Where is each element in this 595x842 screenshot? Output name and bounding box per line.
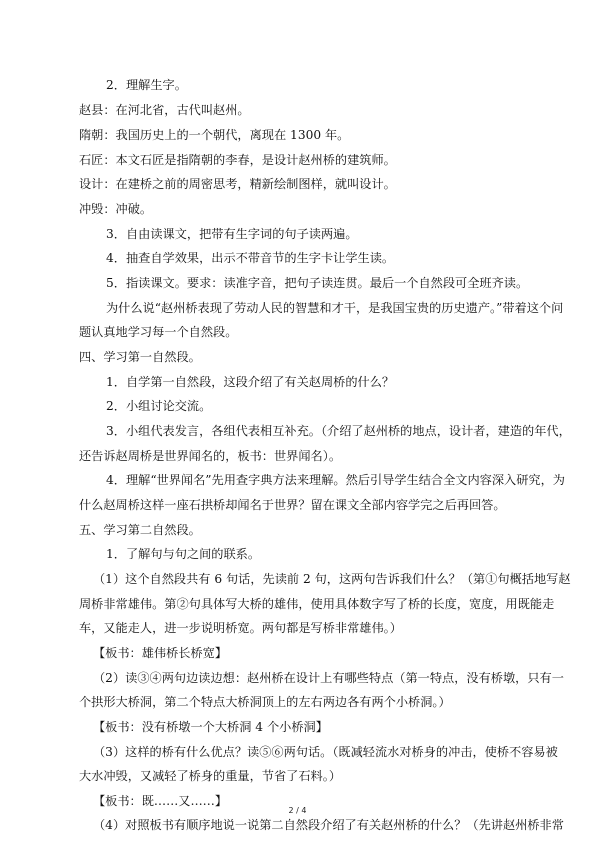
- text-line: （3）这样的桥有什么优点？读⑤⑥两句话。（既减轻流水对桥身的冲击，使桥不容易被: [93, 745, 558, 759]
- text-line: 5．指读课文。要求：读准字音，把句子读连贯。最后一个自然段可全班齐读。: [106, 276, 529, 290]
- page-number: 2 / 4: [288, 806, 307, 815]
- text-line: 【板书：没有桥墩一个大桥洞 4 个小桥洞】: [93, 720, 328, 734]
- text-line: （2）读③④两句边读边想：赵州桥在设计上有哪些特点（第一特点，没有桥墩，只有一: [93, 671, 564, 685]
- text-line: 设计：在建桥之前的周密思考，精新绘制图样，就叫设计。: [79, 177, 396, 191]
- text-line: 【板书：既……又……】: [93, 794, 228, 808]
- text-line: 3．小组代表发言，各组代表相互补充。（介绍了赵州桥的地点，设计者，建造的年代，: [106, 424, 571, 438]
- text-line: （1）这个自然段共有 6 句话，先读前 2 句，这两句告诉我们什么？（第①句概括地写赵: [93, 572, 571, 586]
- text-line: 五、学习第二自然段。: [79, 523, 201, 537]
- text-line: 还告诉赵周桥是世界闻名的，板书：世界闻名）。: [79, 449, 342, 463]
- text-line: 石匠：本文石匠是指隋朝的李春，是设计赵州桥的建筑师。: [79, 153, 396, 167]
- text-line: 3．自由读课文，把带有生字词的句子读两遍。: [106, 227, 358, 241]
- text-line: 冲毁：冲破。: [79, 202, 153, 216]
- text-line: 题认真地学习每一个自然段。: [79, 325, 238, 339]
- text-line: 【板书：雄伟桥长桥宽】: [93, 646, 228, 660]
- text-line: 什么赵周桥这样一座石拱桥却闻名于世界？留在课文全部内容学完之后再回答。: [79, 498, 506, 512]
- text-line: 车，又能走人，进一步说明桥宽。两句都是写桥非常雄伟。）: [79, 621, 402, 635]
- text-line: 1．自学第一自然段，这段介绍了有关赵周桥的什么？: [106, 375, 395, 389]
- text-line: 大水冲毁，又减轻了桥身的重量，节省了石料。）: [79, 769, 342, 783]
- text-line: 个拱形大桥洞，第二个特点大桥洞顶上的左右两边各有两个小桥洞。）: [79, 695, 451, 709]
- text-line: 周桥非常雄伟。第②句具体写大桥的雄伟，使用具体数字写了桥的长度，宽度，用既能走: [79, 597, 555, 611]
- text-line: 为什么说“赵州桥表现了劳动人民的智慧和才干，是我国宝贵的历史遗产。”带着这个问: [106, 301, 564, 315]
- text-line: 4．理解“世界闻名”先用查字典方法来理解。然后引导学生结合全文内容深入研究，为: [106, 473, 565, 487]
- text-line: 4．抽查自学效果，出示不带音节的生字卡让学生读。: [106, 251, 395, 265]
- text-line: 1．了解句与句之间的联系。: [106, 547, 261, 561]
- text-line: 隋朝：我国历史上的一个朝代，离现在 1300 年。: [79, 128, 350, 142]
- text-line: 2．理解生字。: [106, 78, 187, 92]
- text-line: 赵县：在河北省，古代叫赵州。: [79, 103, 250, 117]
- text-line: 2．小组讨论交流。: [106, 399, 212, 413]
- text-line: 四、学习第一自然段。: [79, 350, 201, 364]
- text-line: （4）对照板书有顺序地说一说第二自然段介绍了有关赵州桥的什么？（先讲赵州桥非常: [93, 818, 564, 832]
